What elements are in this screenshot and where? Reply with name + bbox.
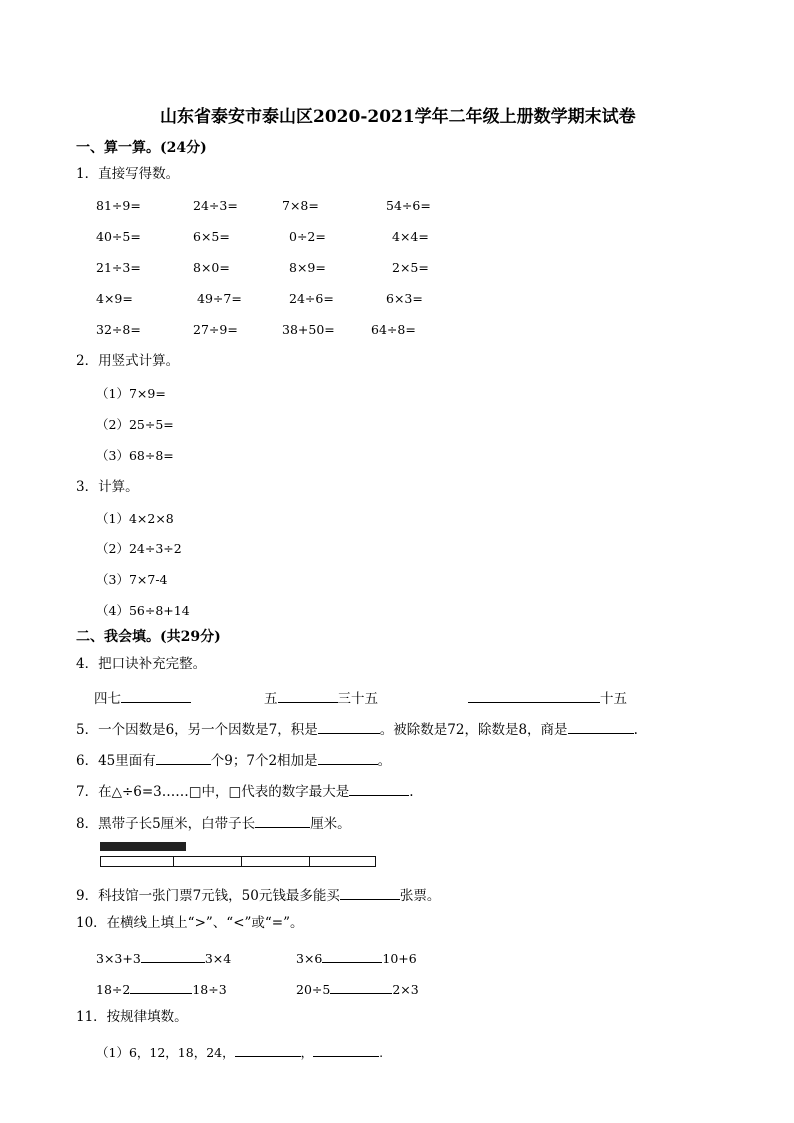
q1-problem: 6×5= xyxy=(193,229,230,244)
answer-blank[interactable] xyxy=(313,1043,379,1057)
section-2-heading: 二、我会填。(共29分) xyxy=(76,629,221,645)
question-6 xyxy=(76,751,391,769)
q7-text: 7．在△÷6=3……□中，□代表的数字最大是 xyxy=(76,784,350,800)
question-8 xyxy=(76,814,351,832)
q6-text: 个9；7个2相加是 xyxy=(210,753,318,769)
q3-item: （3）7×7-4 xyxy=(96,572,168,587)
answer-blank[interactable] xyxy=(255,814,310,828)
white-ribbon-image xyxy=(100,856,376,867)
q1-problem: 27÷9= xyxy=(193,322,238,337)
q4-text: 三十五 xyxy=(337,691,378,707)
q6-text: 。 xyxy=(377,753,392,769)
q4-fill-2 xyxy=(264,689,378,707)
q1-problem: 2×5= xyxy=(392,260,429,275)
q10-compare xyxy=(296,980,419,997)
question-2-label: 2．用竖式计算。 xyxy=(76,353,180,369)
q1-problem: 8×0= xyxy=(193,260,230,275)
q1-problem: 6×3= xyxy=(386,291,423,306)
answer-blank[interactable] xyxy=(130,980,192,994)
q8-text: 厘米。 xyxy=(310,816,351,832)
q1-problem: 7×8= xyxy=(282,198,319,213)
q11-sequence: （1）6，12，18，24， xyxy=(96,1045,235,1060)
question-10-label: 10．在横线上填上“>”、“<”或“=”。 xyxy=(76,915,304,931)
q3-item: （1）4×2×8 xyxy=(96,511,174,526)
q4-fill-1 xyxy=(94,689,191,707)
q1-problem: 4×4= xyxy=(392,229,429,244)
answer-blank[interactable] xyxy=(156,751,211,765)
ribbon-segment-divider xyxy=(241,856,242,867)
q5-text: 。被除数是72，除数是8，商是 xyxy=(379,722,568,738)
q3-item: （2）24÷3÷2 xyxy=(96,541,182,556)
answer-blank[interactable] xyxy=(568,720,634,734)
q2-item: （3）68÷8= xyxy=(96,448,174,463)
question-11-label: 11．按规律填数。 xyxy=(76,1009,188,1025)
q10-expr: 3×4 xyxy=(204,951,232,966)
q11-item xyxy=(96,1043,383,1060)
q1-problem: 24÷3= xyxy=(193,198,238,213)
q1-problem: 32÷8= xyxy=(96,322,141,337)
q4-text: 五 xyxy=(264,691,278,707)
q10-expr: 10+6 xyxy=(382,951,417,966)
q1-problem: 81÷9= xyxy=(96,198,141,213)
q4-text: 十五 xyxy=(600,691,627,707)
q1-problem: 40÷5= xyxy=(96,229,141,244)
q10-compare xyxy=(296,949,417,966)
q1-problem: 49÷7= xyxy=(197,291,242,306)
answer-blank[interactable] xyxy=(278,689,338,703)
q5-text: 5．一个因数是6，另一个因数是7，积是 xyxy=(76,722,318,738)
answer-blank[interactable] xyxy=(322,949,382,963)
q2-item: （1）7×9= xyxy=(96,386,166,401)
question-5 xyxy=(76,720,638,738)
q10-compare xyxy=(96,949,231,966)
black-ribbon-image xyxy=(100,842,186,851)
q1-problem: 64÷8= xyxy=(371,322,416,337)
q4-text: 四七 xyxy=(94,691,121,707)
question-1-label: 1．直接写得数。 xyxy=(76,166,180,182)
q9-text: 9．科技馆一张门票7元钱，50元钱最多能买 xyxy=(76,888,340,904)
q10-expr: 2×3 xyxy=(392,982,419,997)
q6-text: 6．45里面有 xyxy=(76,753,156,769)
q8-text: 8．黑带子长5厘米，白带子长 xyxy=(76,816,256,832)
q10-compare xyxy=(96,980,227,997)
answer-blank[interactable] xyxy=(235,1043,301,1057)
ribbon-segment-divider xyxy=(309,856,310,867)
answer-blank[interactable] xyxy=(340,886,400,900)
q1-problem: 8×9= xyxy=(289,260,326,275)
answer-blank[interactable] xyxy=(468,689,600,703)
q10-expr: 20÷5 xyxy=(296,982,331,997)
q10-expr: 18÷3 xyxy=(192,982,227,997)
q1-problem: 24÷6= xyxy=(289,291,334,306)
q1-problem: 21÷3= xyxy=(96,260,141,275)
exam-title: 山东省泰安市泰山区2020-2021学年二年级上册数学期末试卷 xyxy=(160,107,636,127)
q3-item: （4）56÷8+14 xyxy=(96,603,190,618)
question-4-label: 4．把口诀补充完整。 xyxy=(76,656,207,672)
answer-blank[interactable] xyxy=(121,689,191,703)
q11-sep: ， xyxy=(300,1045,314,1060)
q10-expr: 18÷2 xyxy=(96,982,131,997)
q1-problem: 54÷6= xyxy=(386,198,431,213)
q4-fill-3 xyxy=(468,689,627,707)
answer-blank[interactable] xyxy=(141,949,205,963)
q9-text: 张票。 xyxy=(399,888,441,904)
answer-blank[interactable] xyxy=(318,720,380,734)
answer-blank[interactable] xyxy=(330,980,392,994)
q5-text: . xyxy=(633,722,638,738)
question-3-label: 3．计算。 xyxy=(76,479,139,495)
q10-expr: 3×6 xyxy=(296,951,323,966)
question-7 xyxy=(76,782,414,800)
q1-problem: 4×9= xyxy=(96,291,133,306)
ribbon-segment-divider xyxy=(173,856,174,867)
question-9 xyxy=(76,886,440,904)
q7-text: . xyxy=(409,784,414,800)
q1-problem: 38+50= xyxy=(282,322,335,337)
answer-blank[interactable] xyxy=(349,782,409,796)
section-1-heading: 一、算一算。(24分) xyxy=(76,140,207,156)
q11-end: . xyxy=(379,1045,384,1060)
q10-expr: 3×3+3 xyxy=(96,951,141,966)
q1-problem: 0÷2= xyxy=(289,229,326,244)
q2-item: （2）25÷5= xyxy=(96,417,174,432)
answer-blank[interactable] xyxy=(318,751,378,765)
